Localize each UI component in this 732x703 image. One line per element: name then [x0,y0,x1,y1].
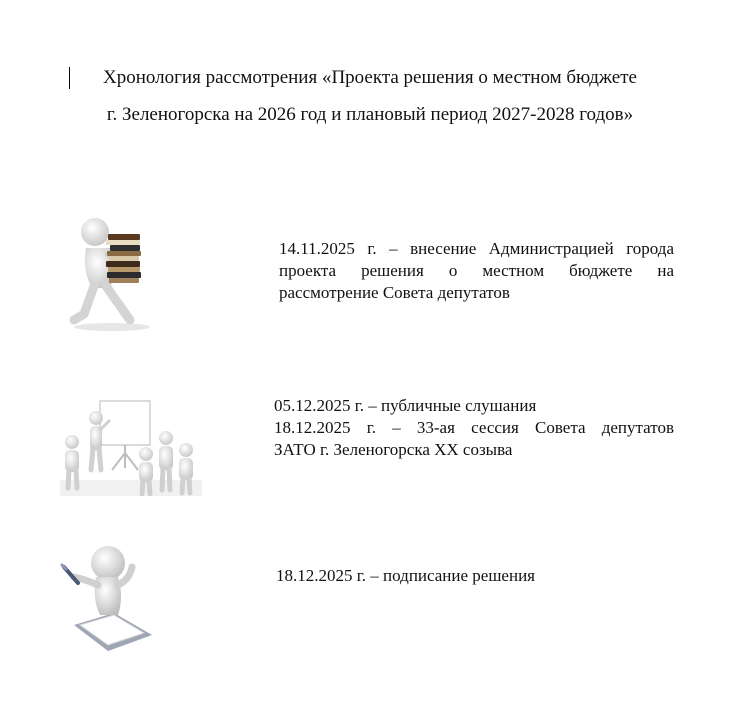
entry-2-line-3: ЗАТО г. Зеленогорска XX созыва [274,440,513,459]
figure-carrying-books-icon [62,210,162,332]
figures-with-presentation-board-icon [60,398,202,496]
entry-2-line-2: 18.12.2025 г. – 33-ая сессия Совета депутатов [274,418,674,437]
entry-3-line-1: 18.12.2025 г. – подписание решения [276,566,535,585]
entry-1-line-3: рассмотрение Совета депутатов [279,283,510,302]
document-title-line-1: Хронология рассмотрения «Проекта решения о местном бюджете [103,67,637,88]
entry-1-line-1: 14.11.2025 г. – внесение Администрацией города [279,239,674,258]
timeline-entry-1 [279,238,674,304]
timeline-entry-3 [276,565,676,587]
entry-1-line-2: проекта решения о местном бюджете на [279,261,674,280]
timeline-entry-2 [274,395,674,461]
document-title-line-2: г. Зеленогорска на 2026 год и плановый период 2027-2028 годов» [106,104,634,125]
entry-2-line-1: 05.12.2025 г. – публичные слушания [274,396,537,415]
figure-signing-document-icon [60,543,156,655]
